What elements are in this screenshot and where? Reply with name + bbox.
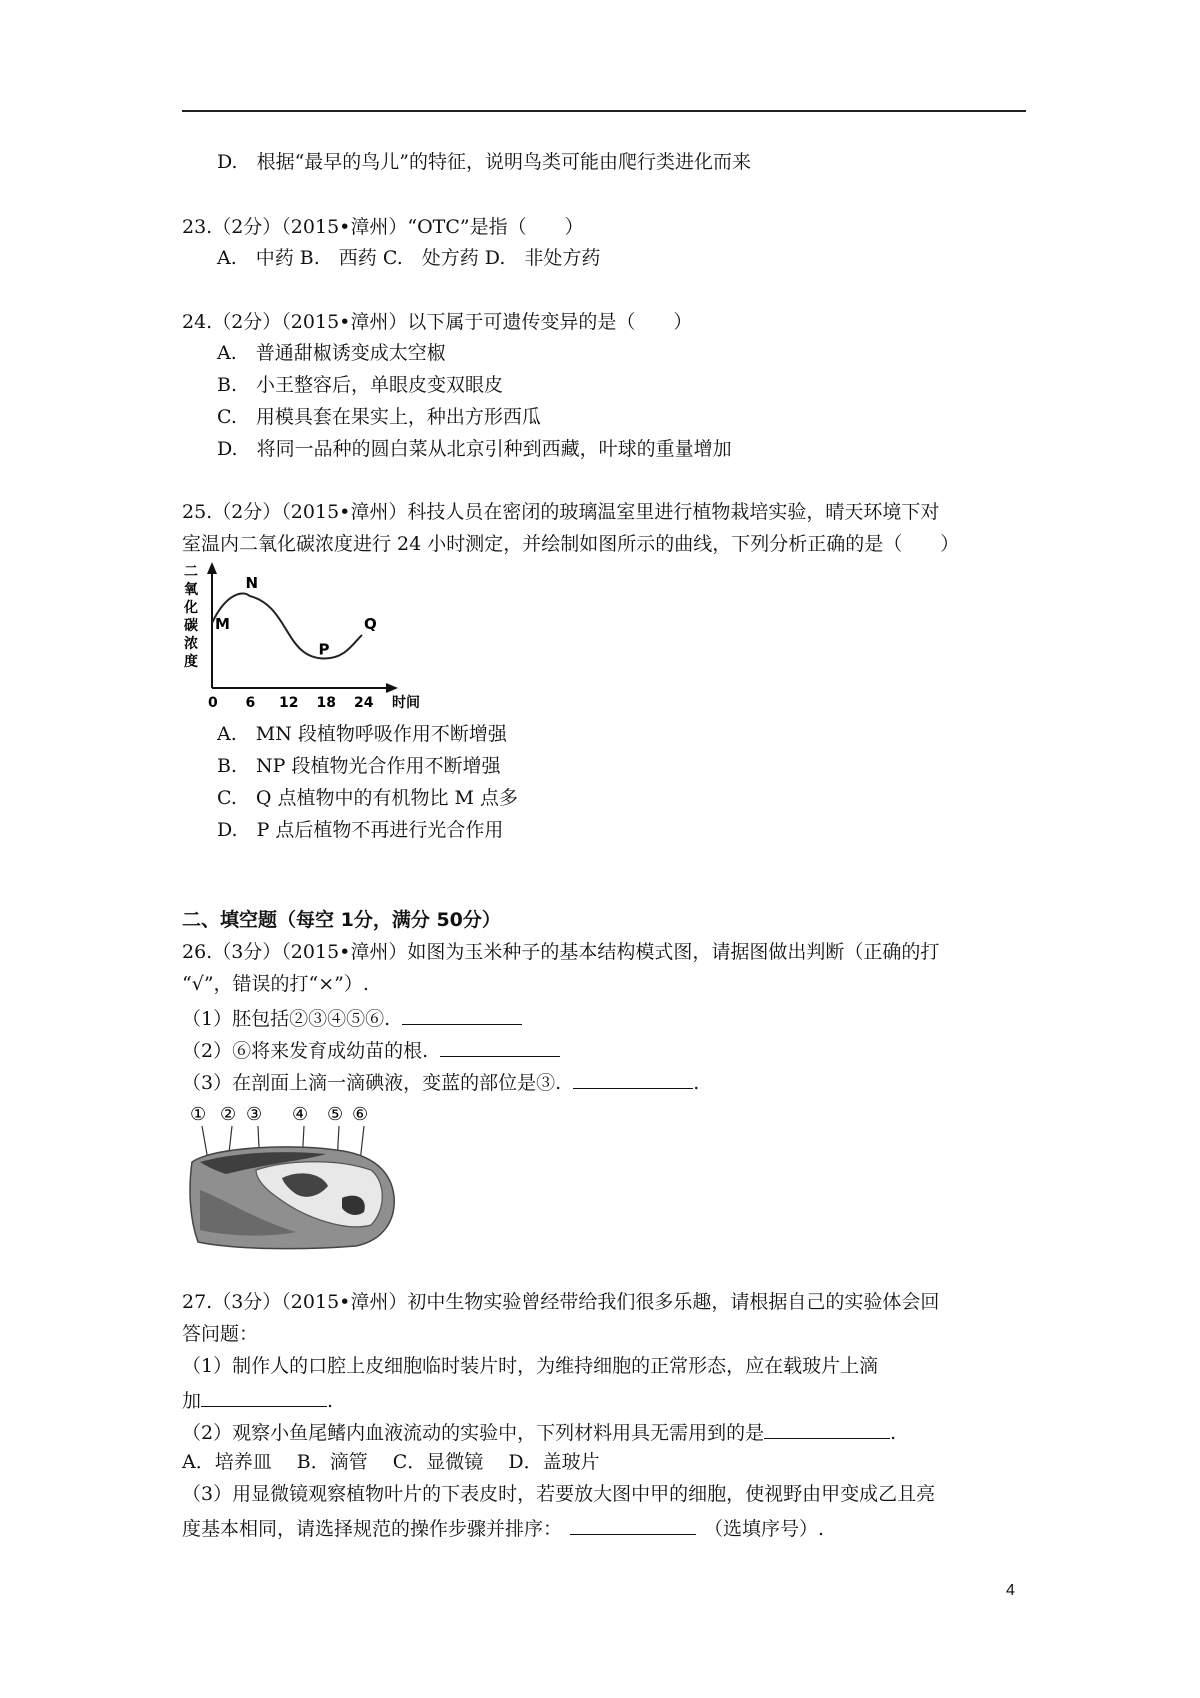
section-title: 二、填空题（每空 1分，满分 50分） [182,909,501,931]
chart-tick-0: 0 [208,695,218,711]
q27-sub3-text-a: 度基本相同，请选择规范的操作步骤并排序： [182,1518,563,1540]
q27-sub1-blank[interactable] [201,1386,327,1407]
q27-sub3-text-b: （选填序号）. [704,1518,825,1540]
q24-option-c: C. 用模具套在果实上，种出方形西瓜 [217,406,541,428]
chart-ylabel-3: 化 [184,600,198,616]
q27-stem-line2: 答问题： [182,1323,259,1345]
chart-tick-24: 24 [354,695,374,711]
seed-label-4: ④ [292,1104,309,1125]
seed-label-3: ③ [246,1104,263,1125]
chart-x-arrow [386,683,398,693]
q27-sub3-blank[interactable] [570,1514,696,1535]
q23-stem: 23.（2分）（2015•漳州）“OTC”是指（ ） [182,216,584,238]
chart-tick-6: 6 [245,695,256,711]
q26-sub3-blank[interactable] [573,1068,693,1089]
q27-sub2-options: A．培养皿 B．滴管 C．显微镜 D．盖玻片 [182,1451,600,1473]
q26-stem-line2: “√”，错误的打“×”）. [182,973,369,995]
q26-sub2-text: （2）⑥将来发育成幼苗的根. [182,1040,429,1062]
q24-option-b: B. 小王整容后，单眼皮变双眼皮 [217,374,504,396]
q24-option-a: A. 普通甜椒诱变成太空椒 [217,342,446,364]
q25-option-c: C. Q 点植物中的有机物比 M 点多 [217,787,519,809]
q26-sub2-blank[interactable] [440,1036,560,1057]
q25-option-d: D. P 点后植物不再进行光合作用 [217,819,504,841]
header-rule [182,110,1026,112]
seed-label-5: ⑤ [327,1104,344,1125]
seed-label-2: ② [220,1104,237,1125]
q27-sub2: （2）观察小鱼尾鳍内血液流动的实验中，下列材料用具无需用到的是 . [182,1418,896,1445]
page-number: 4 [1006,1582,1015,1599]
co2-curve-chart [182,558,432,718]
q26-sub1 [182,1004,522,1031]
chart-tick-18: 18 [316,695,336,711]
chart-ylabel-4: 碳 [184,618,198,634]
q27-sub2-text: （2）观察小鱼尾鳍内血液流动的实验中，下列材料用具无需用到的是 [182,1422,765,1444]
chart-tick-12: 12 [279,695,299,711]
q24-option-d: D. 将同一品种的圆白菜从北京引种到西藏，叶球的重量增加 [217,438,732,460]
q27-sub3-line2 [182,1514,824,1541]
chart-point-label-q: Q [364,614,377,633]
q27-stem-line1: 27.（3分）（2015•漳州）初中生物实验曾经带给我们很多乐趣，请根据自己的实验体会回 [182,1291,940,1313]
q25-option-a: A. MN 段植物呼吸作用不断增强 [217,723,507,745]
q24-stem: 24.（2分）（2015•漳州）以下属于可遗传变异的是（ ） [182,311,693,333]
q25-stem-line2: 室温内二氧化碳浓度进行 24 小时测定，并绘制如图所示的曲线，下列分析正确的是（ ） [182,533,960,555]
chart-ylabel-1: 二 [184,564,198,580]
q23-options: A. 中药 B. 西药 C. 处方药 D. 非处方药 [217,247,601,269]
q27-sub2-blank[interactable] [764,1418,890,1439]
q27-sub1-text: 加 [182,1390,202,1412]
chart-curve [212,593,362,658]
q26-sub2 [182,1036,560,1063]
chart-ylabel-6: 度 [184,654,198,670]
q26-sub1-blank[interactable] [402,1004,522,1025]
q27-sub1-line2: 加 . [182,1386,333,1413]
q26-sub1-text: （1）胚包括②③④⑤⑥. [182,1008,391,1030]
q25-option-b: B. NP 段植物光合作用不断增强 [217,755,501,777]
q25-stem-line1: 25.（2分）（2015•漳州）科技人员在密闭的玻璃温室里进行植物栽培实验，晴天环境下对 [182,501,940,523]
q26-sub3-text: （3）在剖面上滴一滴碘液，变蓝的部位是③. [182,1072,562,1094]
q26-sub3: （3）在剖面上滴一滴碘液，变蓝的部位是③. . [182,1068,699,1095]
q26-stem-line1: 26.（3分）（2015•漳州）如图为玉米种子的基本结构模式图，请据图做出判断（正确的打 [182,941,940,963]
seed-label-6: ⑥ [352,1104,369,1125]
chart-xlabel: 时间 [392,695,420,711]
corn-seed-figure [186,1100,416,1250]
chart-point-label-n: N [245,573,259,592]
chart-point-label-p: P [318,640,330,659]
chart-y-arrow [207,562,217,574]
q27-sub3-line1: （3）用显微镜观察植物叶片的下表皮时，若要放大图中甲的细胞，使视野由甲变成乙且亮 [182,1483,936,1505]
seed-label-1: ① [190,1104,207,1125]
chart-ylabel-2: 氧 [184,582,198,598]
q22-option-d: D. 根据“最早的鸟儿”的特征，说明鸟类可能由爬行类进化而来 [217,151,752,173]
chart-point-label-m: M [215,615,230,634]
chart-ylabel-5: 浓 [184,636,198,652]
q27-sub1-line1: （1）制作人的口腔上皮细胞临时装片时，为维持细胞的正常形态，应在载玻片上滴 [182,1355,879,1377]
